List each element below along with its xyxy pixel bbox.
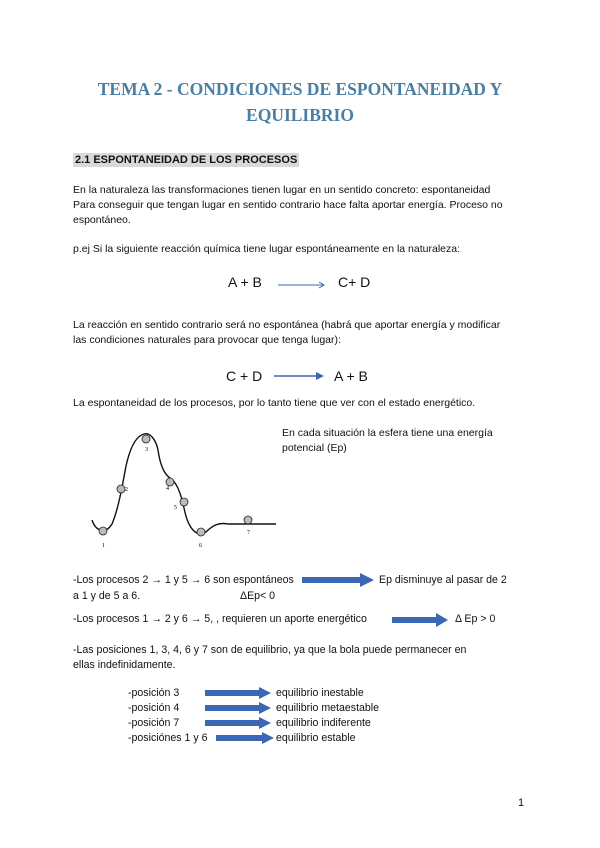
- paragraph-3-line-2: las condiciones naturales para provocar que tenga lugar):: [73, 334, 341, 346]
- label-3: 3: [145, 447, 148, 453]
- bullet-2-text: -Los procesos 1 → 2 y 6 → 5, , requieren un aporte energético: [73, 613, 367, 625]
- position-4-equilibrium: equilibrio metaestable: [276, 702, 380, 714]
- positions-1-6-arrow: [216, 732, 274, 744]
- positions-1-6: -posiciónes 1 y 6: [128, 732, 208, 744]
- paragraph-3: [73, 318, 543, 348]
- reaction-1-reactants: A + B: [228, 274, 262, 290]
- position-3-arrow: [205, 687, 271, 699]
- ball-4: [166, 478, 174, 486]
- position-7-arrow: [205, 717, 271, 729]
- position-4: -posición 4: [128, 702, 180, 714]
- bullet-3-line-2: ellas indefinidamente.: [73, 659, 176, 671]
- bullet-3-line-1: -Las posiciones 1, 3, 4, 6 y 7 son de equilibrio, ya que la bola puede permanecer en: [73, 644, 467, 656]
- ball-5: [180, 498, 188, 506]
- label-7: 7: [247, 530, 250, 536]
- paragraph-1-line-2: Para conseguir que tengan lugar en sentido contrario hace falta aportar energía. Proceso no: [73, 199, 503, 211]
- title-line-2: EQUILIBRIO: [246, 105, 354, 125]
- position-3: -posición 3: [128, 687, 180, 699]
- bullet-1-line-2: a 1 y de 5 a 6.: [73, 590, 141, 602]
- side-note-line-2: potencial (Ep): [282, 442, 347, 454]
- ball-3: [142, 435, 150, 443]
- side-note-line-1: En cada situación la esfera tiene una energía: [282, 427, 493, 439]
- side-note: [282, 426, 532, 456]
- label-4: 4: [166, 486, 169, 492]
- bullet-2-arrow: [392, 613, 448, 627]
- ball-1: [99, 527, 107, 535]
- reaction-2-reactants: C + D: [226, 368, 263, 384]
- paragraph-1-line-3: espontáneo.: [73, 214, 131, 226]
- paragraph-1-line-1: En la naturaleza las transformaciones tienen lugar en un sentido concreto: espontaneidad: [73, 184, 491, 196]
- position-3-equilibrium: equilibrio inestable: [276, 687, 364, 699]
- position-4-arrow: [205, 702, 271, 714]
- label-1: 1: [102, 543, 105, 549]
- bullet-3: [73, 643, 543, 673]
- positions-1-6-equilibrium: equilibrio estable: [276, 732, 356, 744]
- label-5: 5: [174, 505, 177, 511]
- bullet-1-arrow: [302, 573, 374, 587]
- bullet-1-result-line-1: Ep disminuye al pasar de 2: [379, 574, 507, 586]
- paragraph-1: [73, 183, 543, 228]
- position-7: -posición 7: [128, 717, 180, 729]
- reaction-1-arrow: [278, 280, 328, 290]
- paragraph-4: La espontaneidad de los procesos, por lo tanto tiene que ver con el estado energético.: [73, 397, 476, 409]
- bullet-1-result-line-2: ΔEp< 0: [240, 590, 276, 602]
- ball-7: [244, 516, 252, 524]
- reaction-2-arrow: [274, 370, 326, 382]
- page-title: [60, 76, 540, 128]
- paragraph-2: p.ej Si la siguiente reacción química tiene lugar espontáneamente en la naturaleza:: [73, 243, 460, 255]
- label-6: 6: [199, 543, 202, 549]
- reaction-1-products: C+ D: [338, 274, 371, 290]
- label-2: 2: [125, 487, 128, 493]
- ball-6: [197, 528, 205, 536]
- section-heading: 2.1 ESPONTANEIDAD DE LOS PROCESOS: [75, 154, 298, 166]
- title-line-1: TEMA 2 - CONDICIONES DE ESPONTANEIDAD Y: [97, 79, 503, 99]
- position-7-equilibrium: equilibrio indiferente: [276, 717, 371, 729]
- energy-diagram: [88, 428, 278, 553]
- page-number: 1: [518, 797, 525, 809]
- bullet-1-line-1: -Los procesos 2 → 1 y 5 → 6 son espontáneos: [73, 574, 294, 586]
- bullet-2-result: Δ Ep > 0: [455, 613, 496, 625]
- reaction-2-products: A + B: [334, 368, 368, 384]
- ball-2: [117, 485, 125, 493]
- paragraph-3-line-1: La reacción en sentido contrario será no espontánea (habrá que aportar energía y modificar: [73, 319, 501, 331]
